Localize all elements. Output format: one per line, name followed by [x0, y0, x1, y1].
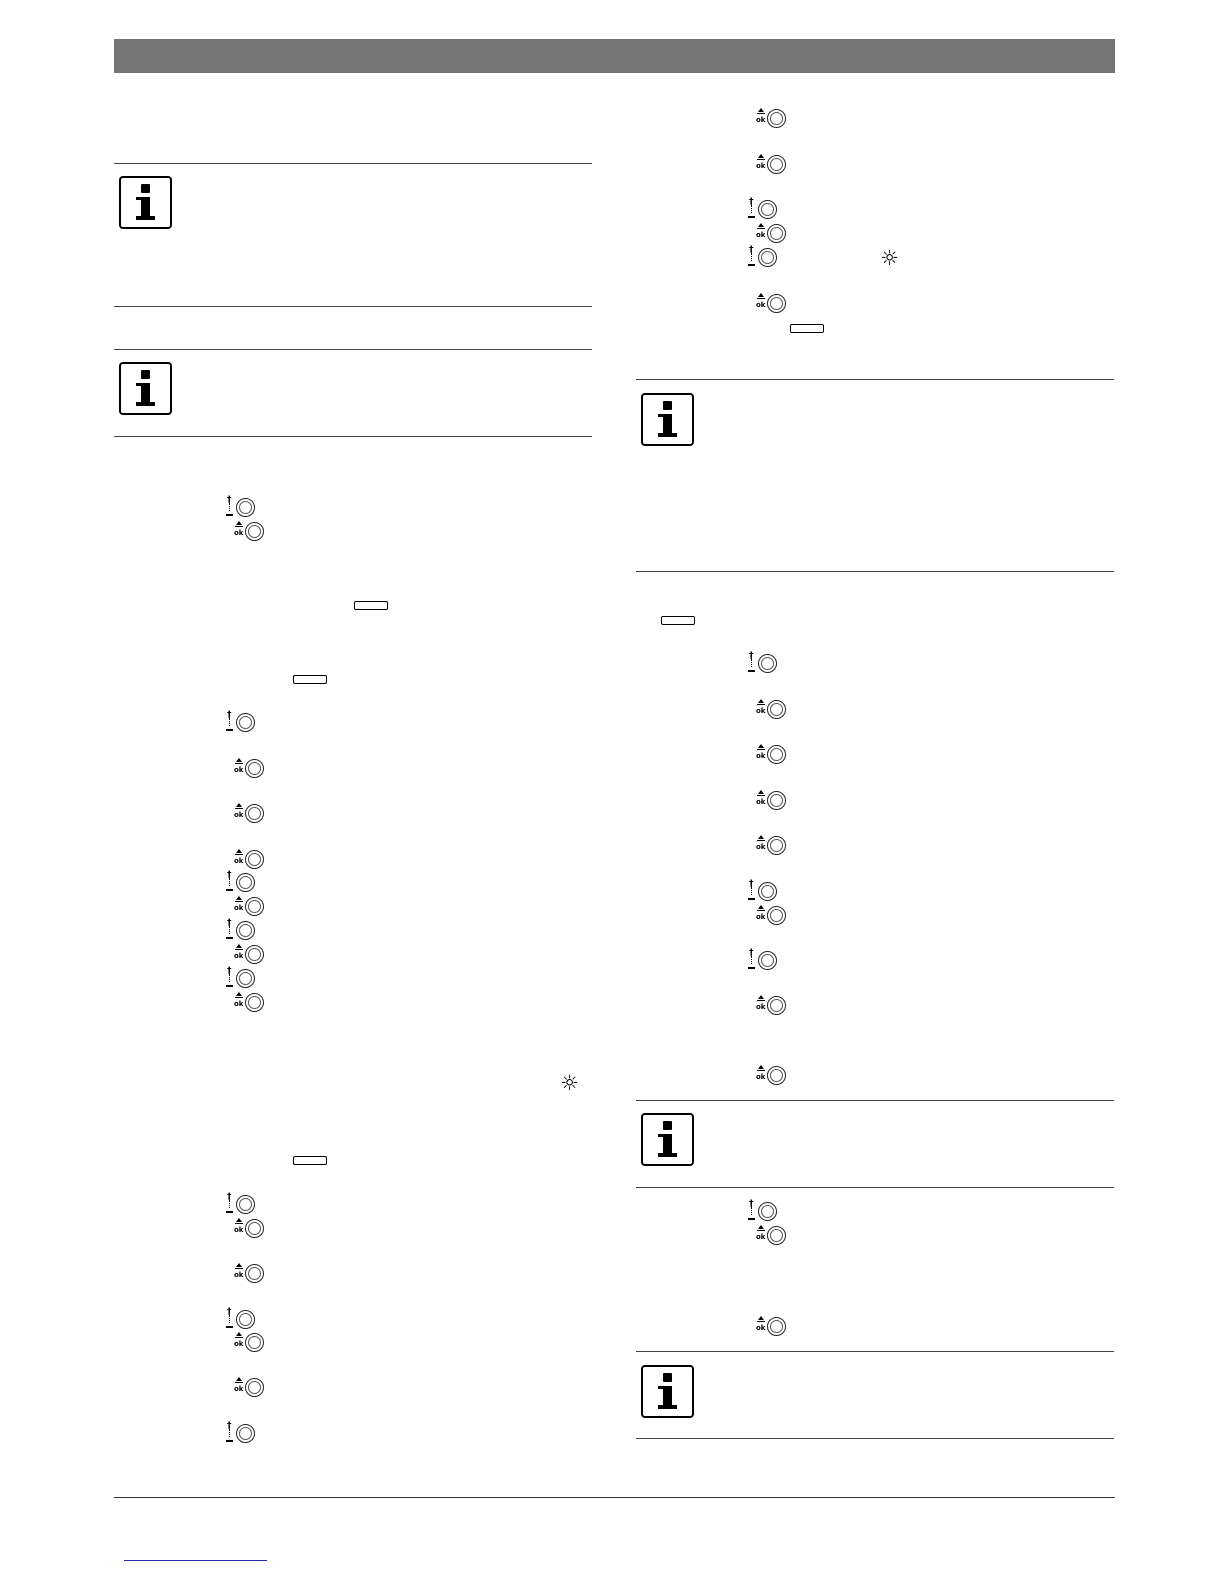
knob-plus-minus-icon: †	[747, 880, 779, 904]
sun-icon: ☼	[880, 246, 899, 270]
divider	[114, 436, 592, 437]
knob-ok-icon: ok	[756, 153, 788, 177]
footer-link[interactable]	[124, 1560, 267, 1561]
key-icon	[354, 601, 388, 610]
knob-plus-minus-icon: †	[225, 1308, 257, 1332]
knob-ok-icon: ok	[234, 1217, 266, 1241]
knob-ok-icon: ok	[234, 1331, 266, 1355]
knob-ok-icon: ok	[234, 1262, 266, 1286]
info-icon	[119, 362, 172, 415]
knob-ok-icon: ok	[756, 292, 788, 316]
knob-ok-icon: ok	[756, 743, 788, 767]
knob-plus-minus-icon: †	[225, 711, 257, 735]
knob-plus-minus-icon: †	[225, 871, 257, 895]
knob-ok-icon: ok	[234, 757, 266, 781]
divider	[636, 1438, 1114, 1439]
knob-plus-minus-icon: †	[747, 198, 779, 222]
knob-plus-minus-icon: †	[225, 967, 257, 991]
knob-ok-icon: ok	[756, 834, 788, 858]
knob-ok-icon: ok	[756, 222, 788, 246]
knob-plus-minus-icon: †	[225, 496, 257, 520]
divider	[114, 163, 592, 164]
knob-ok-icon: ok	[756, 698, 788, 722]
knob-ok-icon: ok	[234, 991, 266, 1015]
info-icon	[641, 393, 694, 446]
header-bar	[114, 39, 1115, 73]
knob-ok-icon: ok	[756, 789, 788, 813]
divider	[636, 1100, 1114, 1101]
key-icon	[293, 1156, 327, 1165]
divider	[114, 306, 592, 307]
knob-plus-minus-icon: †	[747, 246, 779, 270]
info-icon	[641, 1113, 694, 1166]
divider	[636, 1187, 1114, 1188]
key-icon	[293, 675, 327, 684]
key-icon	[661, 616, 695, 625]
knob-plus-minus-icon: †	[225, 1193, 257, 1217]
info-icon	[641, 1365, 694, 1418]
sun-icon: ☼	[560, 1071, 579, 1095]
knob-ok-icon: ok	[234, 895, 266, 919]
info-icon	[119, 176, 172, 229]
divider	[636, 571, 1114, 572]
knob-plus-minus-icon: †	[747, 949, 779, 973]
knob-plus-minus-icon: †	[225, 919, 257, 943]
knob-ok-icon: ok	[756, 107, 788, 131]
knob-plus-minus-icon: †	[225, 1422, 257, 1446]
divider	[636, 379, 1114, 380]
knob-ok-icon: ok	[756, 904, 788, 928]
knob-ok-icon: ok	[234, 943, 266, 967]
knob-plus-minus-icon: †	[747, 652, 779, 676]
key-icon	[790, 324, 824, 333]
knob-ok-icon: ok	[234, 802, 266, 826]
knob-ok-icon: ok	[756, 1064, 788, 1088]
knob-ok-icon: ok	[756, 994, 788, 1018]
divider	[114, 349, 592, 350]
knob-ok-icon: ok	[756, 1315, 788, 1339]
knob-ok-icon: ok	[234, 1376, 266, 1400]
divider	[636, 1351, 1114, 1352]
knob-ok-icon: ok	[756, 1224, 788, 1248]
knob-ok-icon: ok	[234, 520, 266, 544]
knob-plus-minus-icon: †	[747, 1200, 779, 1224]
knob-ok-icon: ok	[234, 848, 266, 872]
footer-divider	[114, 1497, 1115, 1498]
